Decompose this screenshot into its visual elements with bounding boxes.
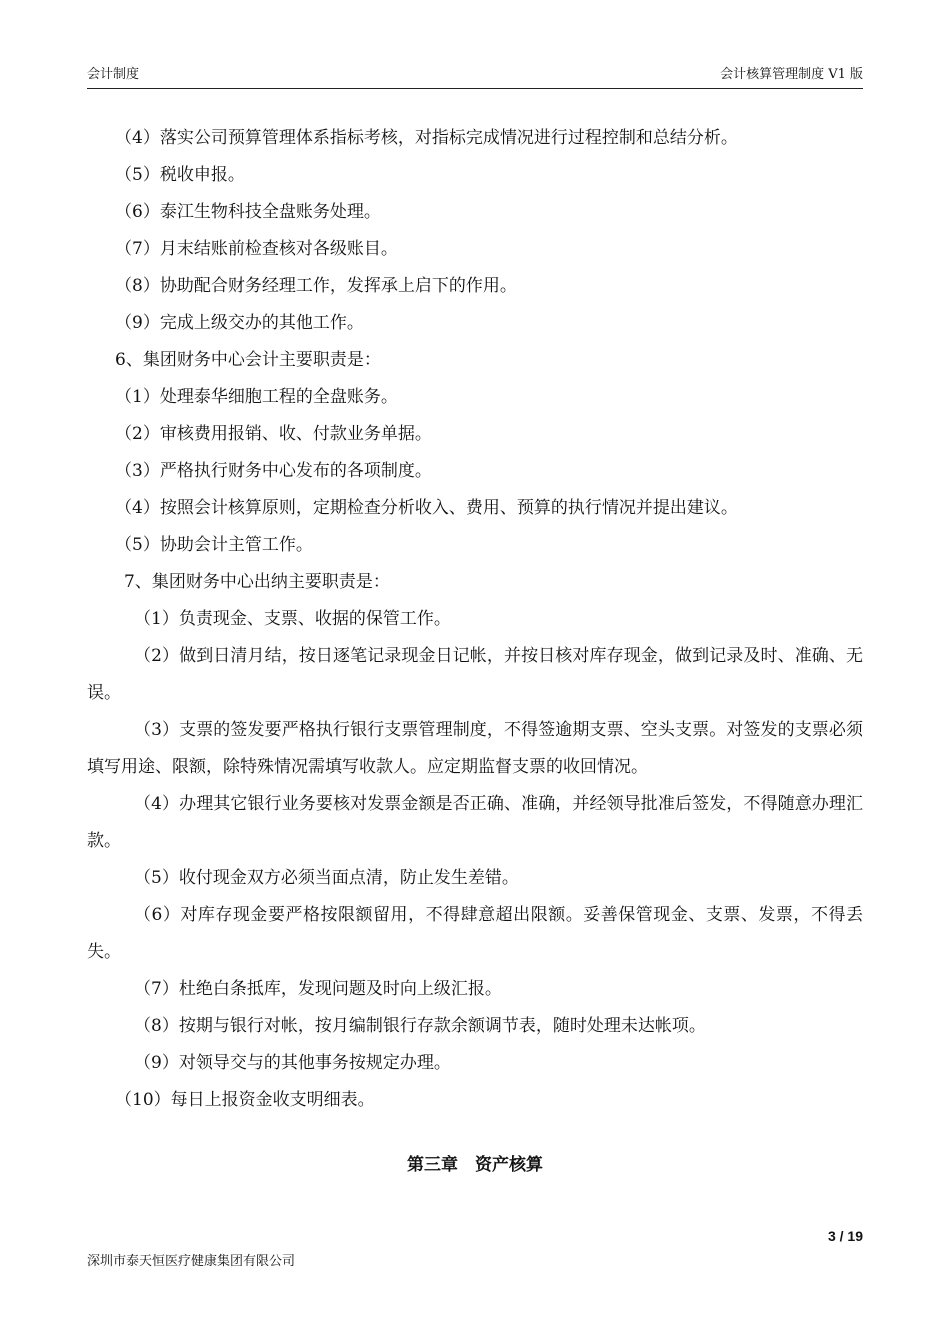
list-item: （3）支票的签发要严格执行银行支票管理制度，不得签逾期支票、空头支票。对签发的支票必须填写用途、限额，除特殊情况需填写收款人。应定期监督支票的收回情况。 (87, 720, 863, 777)
chapter-title: 第三章 资产核算 (407, 1155, 543, 1175)
page-header (87, 64, 863, 89)
list-item: （4）按照会计核算原则，定期检查分析收入、费用、预算的执行情况并提出建议。 (115, 498, 738, 518)
list-item: （4）落实公司预算管理体系指标考核，对指标完成情况进行过程控制和总结分析。 (115, 128, 738, 148)
page-number: 3 / 19 (827, 1228, 863, 1244)
list-item: （5）税收申报。 (115, 165, 245, 185)
section-heading: 7、集团财务中心出纳主要职责是： (124, 572, 390, 592)
list-item: （5）协助会计主管工作。 (115, 535, 313, 555)
document-body (87, 120, 863, 1119)
list-item: （9）完成上级交办的其他工作。 (115, 313, 364, 333)
list-item: （1）处理泰华细胞工程的全盘账务。 (115, 387, 398, 407)
list-item: （10）每日上报资金收支明细表。 (115, 1090, 375, 1110)
list-item: （7）杜绝白条抵库，发现问题及时向上级汇报。 (134, 979, 502, 999)
list-item: （2）审核费用报销、收、付款业务单据。 (115, 424, 432, 444)
list-item: （5）收付现金双方必须当面点清，防止发生差错。 (134, 868, 519, 888)
list-item: （7）月末结账前检查核对各级账目。 (115, 239, 398, 259)
header-right: 会计核算管理制度 V1 版 (720, 67, 863, 82)
list-item: （4）办理其它银行业务要核对发票金额是否正确、准确，并经领导批准后签发，不得随意办理汇款。 (87, 794, 863, 851)
footer-company: 深圳市泰天恒医疗健康集团有限公司 (87, 1254, 296, 1269)
list-item: （8）协助配合财务经理工作，发挥承上启下的作用。 (115, 276, 517, 296)
list-item: （2）做到日清月结，按日逐笔记录现金日记帐，并按日核对库存现金，做到记录及时、准确、无误。 (87, 646, 863, 703)
list-item: （1）负责现金、支票、收据的保管工作。 (134, 609, 451, 629)
list-item: （9）对领导交与的其他事务按规定办理。 (134, 1053, 451, 1073)
list-item: （3）严格执行财务中心发布的各项制度。 (115, 461, 432, 481)
list-item: （6）对库存现金要严格按限额留用，不得肆意超出限额。妥善保管现金、支票、发票，不得丢失。 (87, 905, 863, 962)
section-heading: 6、集团财务中心会计主要职责是： (115, 350, 381, 370)
header-left: 会计制度 (87, 67, 140, 82)
list-item: （6）泰江生物科技全盘账务处理。 (115, 202, 381, 222)
list-item: （8）按期与银行对帐，按月编制银行存款余额调节表，随时处理未达帐项。 (134, 1016, 706, 1036)
